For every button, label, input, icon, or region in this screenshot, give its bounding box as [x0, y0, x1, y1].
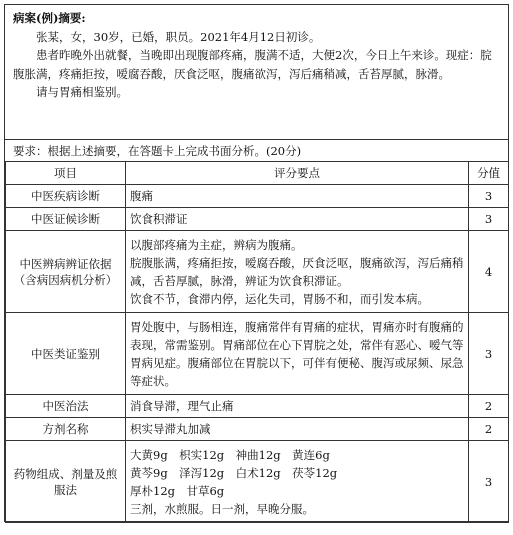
row-score: 3	[469, 313, 509, 395]
row-score: 3	[469, 208, 509, 231]
table-row	[6, 441, 509, 523]
row-points: 腹痛	[126, 185, 469, 208]
row-item: 药物组成、剂量及煎服法	[6, 441, 126, 523]
row-points: 消食导滞，理气止痛	[126, 395, 469, 418]
row-points: 胃处腹中，与肠相连，腹痛常伴有胃痛的症状，胃痛亦时有腹痛的表现，常需鉴别。胃痛部位在心下胃脘之处，常伴有恶心、嗳气等胃病见症。腹痛部位在胃脘以下，可伴有便秘、腹泻或尿频、尿急等症状。	[126, 313, 469, 395]
row-item: 中医疾病诊断	[6, 185, 126, 208]
header-score: 分值	[469, 162, 509, 185]
row-points: 以腹部疼痛为主症，辨病为腹痛。 脘腹胀满，疼痛拒按，嗳腐吞酸，厌食泛呕，腹痛欲泻，泻后痛稍减，舌苔厚腻，脉滑，辨证为饮食积滞证。 饮食不节，食滞内停，运化失司，胃肠不和，而引发本病。	[126, 231, 469, 313]
table-row	[6, 208, 509, 231]
exam-sheet	[4, 4, 509, 522]
row-score: 2	[469, 395, 509, 418]
row-item: 方剂名称	[6, 418, 126, 441]
row-item: 中医证候诊断	[6, 208, 126, 231]
table-row	[6, 231, 509, 313]
row-points: 枳实导滞丸加减	[126, 418, 469, 441]
header-item: 项目	[6, 162, 126, 185]
row-points: 大黄9g 枳实12g 神曲12g 黄连6g 黄芩9g 泽泻12g 白术12g 茯苓12g 厚朴12g 甘草6g 三剂，水煎服。日一剂，早晚分服。	[126, 441, 469, 523]
requirement-text: 要求：根据上述摘要，在答题卡上完成书面分析。(20分)	[5, 139, 508, 161]
table-header-row	[6, 162, 509, 185]
case-paragraph: 张某，女，30岁，已婚，职员。2021年4月12日初诊。	[36, 29, 321, 44]
header-points: 评分要点	[126, 162, 469, 185]
table-row	[6, 395, 509, 418]
table-row	[6, 185, 509, 208]
case-summary	[5, 5, 508, 139]
scoring-table	[5, 161, 509, 523]
row-item: 中医辨病辨证依据（含病因病机分析）	[6, 231, 126, 313]
row-score: 3	[469, 185, 509, 208]
row-score: 4	[469, 231, 509, 313]
row-score: 2	[469, 418, 509, 441]
case-title: 病案(例)摘要:	[13, 11, 86, 25]
row-points: 饮食积滞证	[126, 208, 469, 231]
table-row	[6, 313, 509, 395]
case-paragraph: 请与胃痛相鉴别。	[36, 85, 128, 99]
row-item: 中医类证鉴别	[6, 313, 126, 395]
row-score: 3	[469, 441, 509, 523]
case-paragraph: 患者昨晚外出就餐，当晚即出现腹部疼痛，腹满不适，大便2次，今日上午来诊。现症：脘腹胀满，疼痛拒按，嗳腐吞酸，厌食泛呕，腹痛欲泻，泻后痛稍减，舌苔厚腻，脉滑。	[13, 48, 492, 81]
row-item: 中医治法	[6, 395, 126, 418]
table-row	[6, 418, 509, 441]
